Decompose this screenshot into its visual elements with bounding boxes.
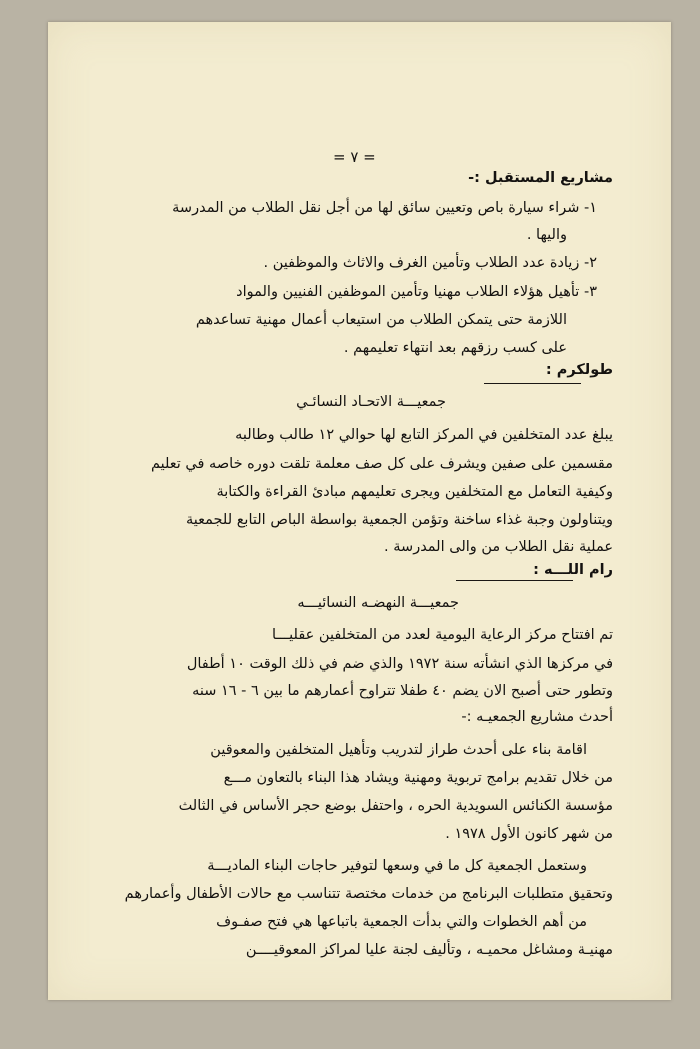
tulkarm-line-3: وكيفية التعامل مع المتخلفين ويجرى تعليمهم مبادئ القراءة والكتابة	[216, 484, 613, 500]
tulkarm-line-5: عملية نقل الطلاب من والى المدرسة .	[384, 539, 613, 555]
ramallah-heading: رام اللـــه :	[533, 562, 613, 578]
ramallah-line-2: في مركزها الذي انشأته سنة ١٩٧٢ والذي ضم في ذلك الوقت ١٠ أطفال	[186, 656, 613, 672]
page-number: = ٧ =	[333, 148, 376, 166]
tulkarm-line-2: مقسمين على صفين ويشرف على كل صف معلمة تلقت دوره خاصه في تعليم	[150, 456, 613, 472]
ramallah-line-3: وتطور حتى أصبح الان يضم ٤٠ طفلا تتراوح أعمارهم ما بين ٦ - ١٦ سنه	[192, 683, 613, 699]
heading-underline	[456, 580, 573, 581]
ramallah-line-6: من خلال تقديم برامج تربوية ومهنية ويشاد هذا البناء بالتعاون مـــع	[223, 770, 613, 786]
tulkarm-org-name: جمعيـــة الاتحـاد النسائـي	[296, 394, 446, 410]
future-item-3: ٣- تأهيل هؤلاء الطلاب مهنيا وتأمين الموظفين الفنيين والمواد	[236, 284, 597, 300]
ramallah-line-5: اقامة بناء على أحدث طراز لتدريب وتأهيل المتخلفين والمعوقين	[210, 742, 587, 758]
ramallah-org-name: جمعيـــة النهضـه النسائيـــه	[297, 595, 459, 611]
document-page	[48, 22, 671, 1000]
ramallah-line-10: وتحقيق متطلبات البرنامج من خدمات مختصة تتناسب مع حالات الأطفال وأعمارهم	[124, 886, 613, 902]
ramallah-line-8: من شهر كانون الأول ١٩٧٨ .	[445, 826, 613, 842]
ramallah-line-4: أحدث مشاريع الجمعيـه :-	[461, 709, 613, 725]
ramallah-line-11: من أهم الخطوات والتي بدأت الجمعية باتباعها هي فتح صفـوف	[216, 914, 587, 930]
future-item-1: ١- شراء سيارة باص وتعيين سائق لها من أجل نقل الطلاب من المدرسة	[172, 200, 597, 216]
tulkarm-line-4: ويتناولون وجبة غذاء ساخنة وتؤمن الجمعية بواسطة الباص التابع للجمعية	[186, 512, 613, 528]
ramallah-line-1: تم افتتاح مركز الرعاية اليومية لعدد من المتخلفين عقليـــا	[272, 627, 613, 643]
tulkarm-heading: طولكرم :	[545, 362, 613, 378]
future-projects-heading: مشاريع المستقبل :-	[468, 170, 613, 186]
tulkarm-line-1: يبلغ عدد المتخلفين في المركز التابع لها حوالي ١٢ طالب وطالبه	[235, 427, 613, 443]
typed-text-body	[48, 22, 671, 1000]
future-item-1-cont: واليها .	[526, 227, 567, 243]
ramallah-line-7: مؤسسة الكنائس السويدية الحره ، واحتفل بوضع حجر الأساس في الثالث	[178, 798, 613, 814]
heading-underline	[484, 383, 581, 384]
future-item-3-cont-2: على كسب رزقهم بعد انتهاء تعليمهم .	[343, 340, 567, 356]
future-item-3-cont: اللازمة حتى يتمكن الطلاب من استيعاب أعمال مهنية تساعدهم	[195, 312, 567, 328]
ramallah-line-12: مهنيـة ومشاغل محميـه ، وتأليف لجنة عليا لمراكز المعوقيــــن	[245, 942, 613, 958]
ramallah-line-9: وستعمل الجمعية كل ما في وسعها لتوفير حاجات البناء الماديـــة	[207, 858, 587, 874]
future-item-2: ٢- زيادة عدد الطلاب وتأمين الغرف والاثاث والموظفين .	[263, 255, 597, 271]
